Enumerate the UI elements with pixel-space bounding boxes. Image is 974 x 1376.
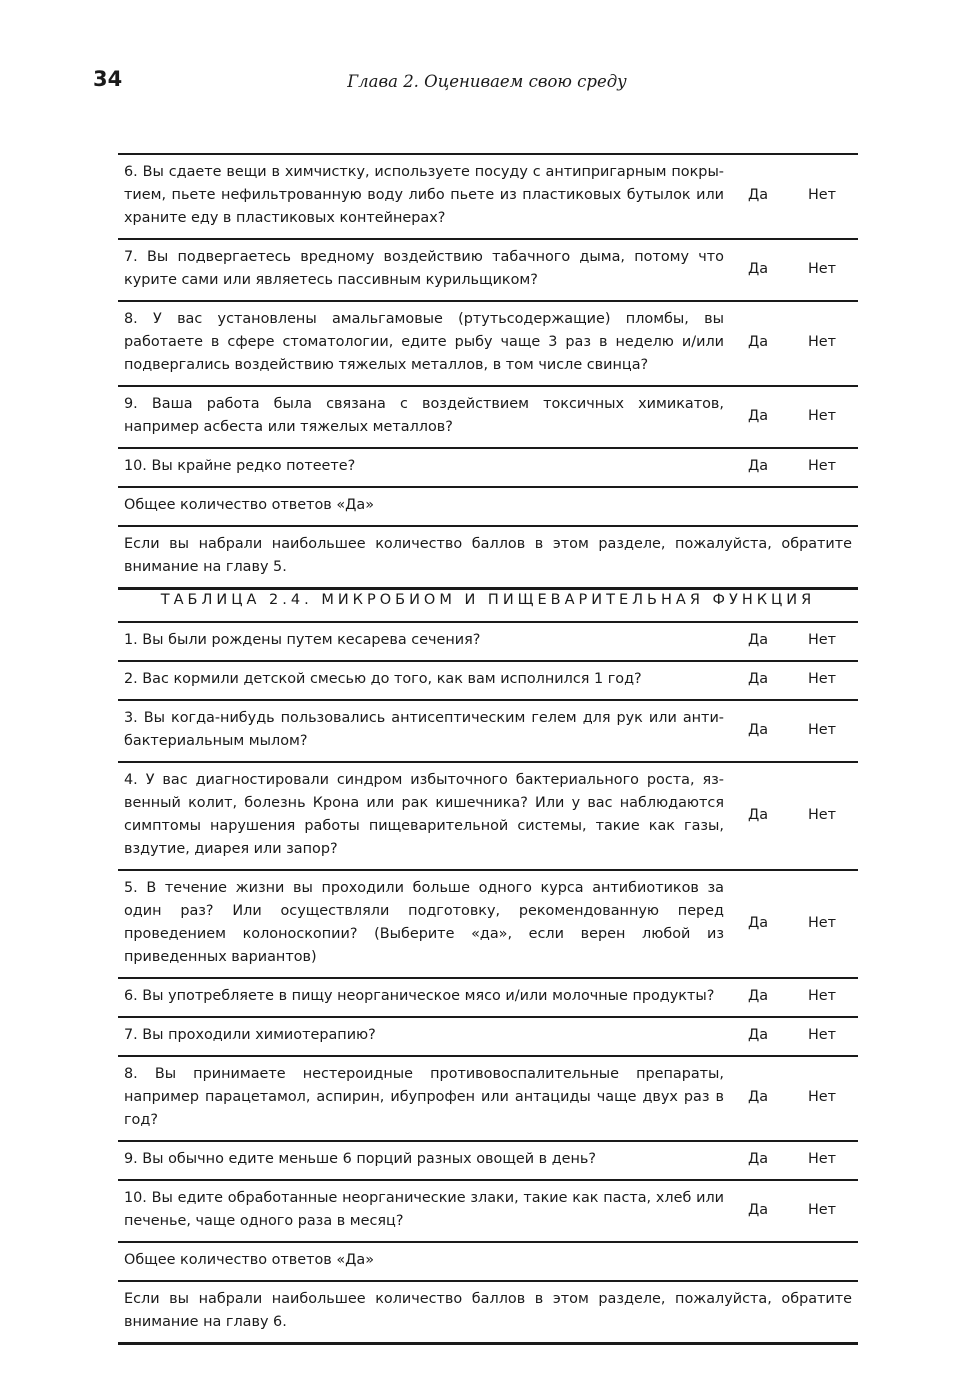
note-text: Если вы набрали наибольшее количество баллов в этом разделе, пожалуйста, обратите внимание на главу 6. <box>118 1281 858 1344</box>
question-row <box>118 661 858 700</box>
answer-no[interactable]: Нет <box>786 870 858 978</box>
question-text: 3. Вы когда-нибудь пользовались антисептическим гелем для рук или анти- бактериальным мылом? <box>118 700 730 762</box>
note-row <box>118 1281 858 1344</box>
question-row <box>118 301 858 386</box>
answer-yes[interactable]: Да <box>730 301 786 386</box>
answer-yes[interactable]: Да <box>730 239 786 301</box>
note-text: Если вы набрали наибольшее количество баллов в этом разделе, пожалуйста, обратите внимание на главу 5. <box>118 526 858 589</box>
question-row <box>118 1180 858 1242</box>
table-title: ТАБЛИЦА 2.4. МИКРОБИОМ И ПИЩЕВАРИТЕЛЬНАЯ ФУНКЦИЯ <box>160 592 816 608</box>
running-head: Глава 2. Оцениваем свою среду <box>347 72 627 91</box>
answer-yes[interactable]: Да <box>730 1017 786 1056</box>
question-text: 2. Вас кормили детской смесью до того, как вам исполнился 1 год? <box>118 661 730 700</box>
answer-yes[interactable]: Да <box>730 1141 786 1180</box>
total-label: Общее количество ответов «Да» <box>118 1242 858 1281</box>
answer-no[interactable]: Нет <box>786 448 858 487</box>
question-row <box>118 1056 858 1141</box>
questionnaire-table-continued <box>118 153 858 590</box>
total-label: Общее количество ответов «Да» <box>118 487 858 526</box>
total-row <box>118 487 858 526</box>
question-text: 7. Вы подвергаетесь вредному воздействию табачного дыма, потому что курите сами или являетесь пассивным курильщиком? <box>118 239 730 301</box>
questionnaire-table-microbiome <box>118 621 858 1345</box>
answer-no[interactable]: Нет <box>786 700 858 762</box>
answer-no[interactable]: Нет <box>786 978 858 1017</box>
answer-no[interactable]: Нет <box>786 661 858 700</box>
answer-no[interactable]: Нет <box>786 762 858 870</box>
answer-yes[interactable]: Да <box>730 870 786 978</box>
question-row <box>118 386 858 448</box>
question-row <box>118 154 858 239</box>
question-text: 10. Вы крайне редко потеете? <box>118 448 730 487</box>
question-text: 6. Вы употребляете в пищу неорганическое мясо и/или молочные продукты? <box>118 978 730 1017</box>
question-text: 10. Вы едите обработанные неорганические злаки, такие как паста, хлеб или печенье, чаще одного раза в месяц? <box>118 1180 730 1242</box>
question-text: 7. Вы проходили химиотерапию? <box>118 1017 730 1056</box>
note-row <box>118 526 858 589</box>
answer-no[interactable]: Нет <box>786 154 858 239</box>
question-row <box>118 978 858 1017</box>
answer-yes[interactable]: Да <box>730 661 786 700</box>
question-row <box>118 700 858 762</box>
question-row <box>118 622 858 661</box>
question-text: 8. У вас установлены амальгамовые (ртутьсодержащие) пломбы, вы работаете в сфере стоматологии, едите рыбу чаще 3 раз в неделю и/или подвергались воздействию тяжелых металлов, в том числе свинца? <box>118 301 730 386</box>
question-text: 6. Вы сдаете вещи в химчистку, используете посуду с антипригарным покры- тием, пьете нефильтрованную воду либо пьете из пластиковых бутылок или храните еду в пластиковых контейнерах? <box>118 154 730 239</box>
answer-no[interactable]: Нет <box>786 386 858 448</box>
answer-yes[interactable]: Да <box>730 700 786 762</box>
question-text: 1. Вы были рождены путем кесарева сечения? <box>118 622 730 661</box>
total-row <box>118 1242 858 1281</box>
answer-yes[interactable]: Да <box>730 978 786 1017</box>
question-text: 4. У вас диагностировали синдром избыточного бактериального роста, яз- венный колит, болезнь Крона или рак кишечника? Или у вас наблюдаются симптомы нарушения работы пищеварительной системы, такие как газы, вздутие, диарея или запор? <box>118 762 730 870</box>
answer-yes[interactable]: Да <box>730 154 786 239</box>
question-row <box>118 239 858 301</box>
answer-yes[interactable]: Да <box>730 622 786 661</box>
answer-no[interactable]: Нет <box>786 1056 858 1141</box>
page-number: 34 <box>93 67 123 91</box>
answer-no[interactable]: Нет <box>786 622 858 661</box>
answer-yes[interactable]: Да <box>730 1180 786 1242</box>
answer-no[interactable]: Нет <box>786 301 858 386</box>
question-row <box>118 1017 858 1056</box>
answer-no[interactable]: Нет <box>786 1180 858 1242</box>
answer-yes[interactable]: Да <box>730 762 786 870</box>
answer-no[interactable]: Нет <box>786 1017 858 1056</box>
question-text: 9. Ваша работа была связана с воздействием токсичных химикатов, например асбеста или тяжелых металлов? <box>118 386 730 448</box>
question-text: 8. Вы принимаете нестероидные противовоспалительные препараты, например парацетамол, аспирин, ибупрофен или антациды чаще двух раз в год? <box>118 1056 730 1141</box>
answer-no[interactable]: Нет <box>786 239 858 301</box>
question-row <box>118 870 858 978</box>
question-text: 5. В течение жизни вы проходили больше одного курса антибиотиков за один раз? Или осуществляли подготовку, рекомендованную перед проведением колоноскопии? (Выберите «да», если верен любой из приведенных вариантов) <box>118 870 730 978</box>
question-row <box>118 762 858 870</box>
answer-no[interactable]: Нет <box>786 1141 858 1180</box>
question-row <box>118 448 858 487</box>
question-text: 9. Вы обычно едите меньше 6 порций разных овощей в день? <box>118 1141 730 1180</box>
answer-yes[interactable]: Да <box>730 448 786 487</box>
answer-yes[interactable]: Да <box>730 1056 786 1141</box>
answer-yes[interactable]: Да <box>730 386 786 448</box>
question-row <box>118 1141 858 1180</box>
